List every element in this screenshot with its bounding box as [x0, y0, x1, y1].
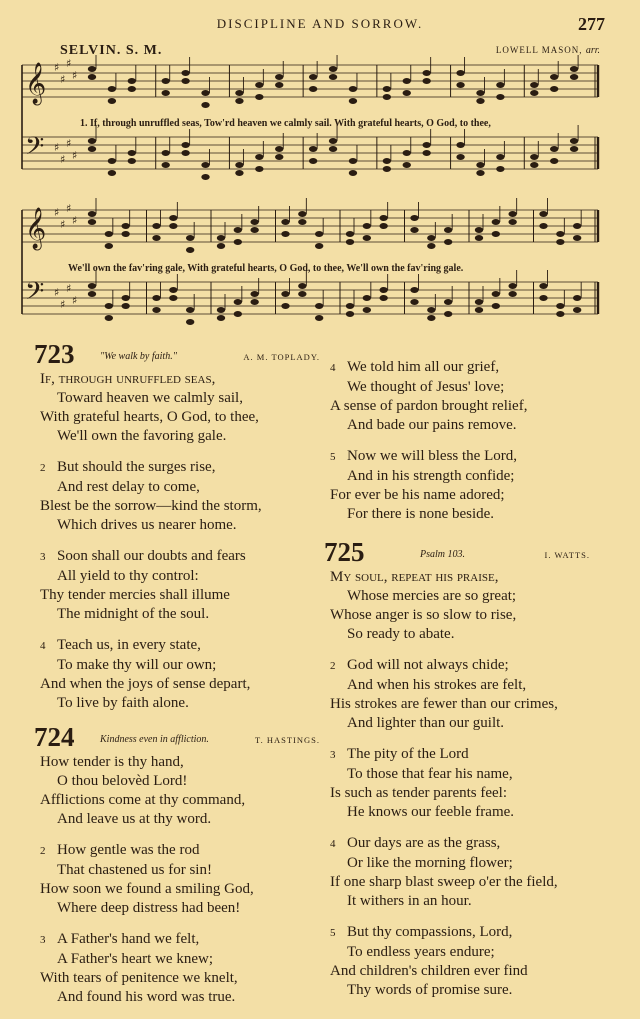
stanza-number: 4: [330, 838, 336, 850]
stanza-number: 3: [40, 551, 46, 563]
verse-line: If one sharp blast sweep o'er the field,: [330, 874, 558, 890]
verse-line: [40, 636, 320, 656]
verse-line: To make thy will our own;: [57, 657, 217, 673]
verse-line: Thy tender mercies shall illume: [40, 587, 230, 603]
hymn-724: [34, 721, 320, 1007]
left-column: [34, 338, 320, 1019]
verse-line: To endless years endure;: [347, 944, 495, 960]
hymn-subtitle: "We walk by faith.": [100, 351, 177, 362]
verse-text: A Father's hand we felt,: [57, 931, 200, 947]
verse-line: [40, 547, 320, 567]
hymn-subtitle: Psalm 103.: [420, 549, 465, 560]
verse-line: So ready to abate.: [347, 626, 455, 642]
stanza: [40, 370, 320, 446]
hymn-723: [34, 338, 320, 713]
verse-line: My soul, repeat his praise,: [330, 569, 499, 585]
verse-line: We'll own the favoring gale.: [57, 428, 227, 444]
svg-text:𝄞: 𝄞: [25, 208, 47, 249]
stanza-number: 4: [40, 640, 46, 652]
svg-text:♯: ♯: [54, 286, 60, 299]
svg-text:𝄢: 𝄢: [25, 277, 45, 312]
verse-line: Toward heaven we calmly sail,: [57, 390, 243, 406]
verse-line: Whose mercies are so great;: [347, 588, 517, 604]
verse-text: Teach us, in every state,: [57, 637, 201, 653]
verse-line: [330, 358, 610, 378]
verse-line: [330, 923, 610, 943]
hymn-number: 724: [34, 722, 75, 752]
verse-line: Afflictions come at thy command,: [40, 792, 246, 808]
verse-text: But should the surges rise,: [57, 459, 216, 475]
verse-line: How tender is thy hand,: [40, 754, 184, 770]
stanza-number: 2: [40, 462, 46, 474]
verse-text: God will not always chide;: [347, 657, 509, 673]
stanza-number: 5: [330, 927, 336, 939]
verse-line: And in his strength confide;: [347, 468, 515, 484]
stanza: [330, 358, 610, 435]
stanza: [40, 547, 320, 624]
verse-text: The pity of the Lord: [347, 746, 469, 762]
verse-line: How soon we found a smiling God,: [40, 881, 254, 897]
svg-text:♯: ♯: [60, 73, 66, 86]
hymn-number: 723: [34, 339, 75, 369]
svg-text:♯: ♯: [72, 214, 78, 227]
verse-line: If, through unruffled seas,: [40, 371, 216, 387]
verse-line: He knows our feeble frame.: [347, 804, 515, 820]
running-title: DISCIPLINE AND SORROW.: [216, 16, 424, 31]
verse-text: Our days are as the grass,: [347, 835, 501, 851]
verse-line: [330, 834, 610, 854]
verse-line: To live by faith alone.: [57, 695, 189, 711]
stanza-number: 3: [40, 934, 46, 946]
verse-line: And bade our pains remove.: [347, 417, 517, 433]
stanza-number: 2: [40, 845, 46, 857]
verse-line: For there is none beside.: [347, 506, 495, 522]
verse-line: [330, 447, 610, 467]
music-score: [0, 55, 640, 345]
svg-text:♯: ♯: [72, 294, 78, 307]
tune-name: SELVIN. S. M.: [60, 43, 163, 58]
verse-line: Whose anger is so slow to rise,: [330, 607, 517, 623]
stanza: [40, 930, 320, 1007]
verse-line: Which drives us nearer home.: [57, 517, 237, 533]
stanza: [330, 447, 610, 524]
verse-line: To those that fear his name,: [347, 766, 513, 782]
verse-line: And when the joys of sense depart,: [40, 676, 251, 692]
verse-line: With grateful hearts, O God, to thee,: [40, 409, 259, 425]
svg-text:♯: ♯: [60, 218, 66, 231]
verse-text: But thy compassions, Lord,: [347, 924, 513, 940]
verse-line: The midnight of the soul.: [57, 606, 210, 622]
stanza: [40, 753, 320, 829]
tune-lyric-line-1: 1. If, through unruffled seas, Tow'rd heaven we calmly sail. With grateful hearts, O God, to thee,: [80, 118, 491, 129]
svg-text:𝄞: 𝄞: [25, 63, 47, 104]
verse-text: Now we will bless the Lord,: [347, 448, 517, 464]
svg-text:𝄢: 𝄢: [25, 132, 45, 167]
stanza-number: 3: [330, 749, 336, 761]
music-system-2: [22, 198, 598, 325]
stanza: [330, 568, 610, 644]
stanza: [330, 834, 610, 911]
svg-text:♯: ♯: [54, 206, 60, 219]
hymn-author: T. HASTINGS.: [255, 735, 320, 745]
verse-line: Thy words of promise sure.: [347, 982, 513, 998]
verse-line: For ever be his name adored;: [330, 487, 505, 503]
verse-line: With tears of penitence we knelt,: [40, 970, 238, 986]
verse-line: Where deep distress had been!: [57, 900, 241, 916]
hymn-number: 725: [324, 537, 365, 567]
svg-text:♯: ♯: [60, 153, 66, 166]
svg-text:♯: ♯: [60, 298, 66, 311]
verse-text: We told him all our grief,: [347, 359, 500, 375]
stanza-number: 4: [330, 362, 336, 374]
tune-composer: LOWELL MASON, arr.: [495, 45, 600, 56]
verse-line: All yield to thy control:: [57, 568, 199, 584]
verse-line: That chastened us for sin!: [57, 862, 212, 878]
tune-lyric-line-2: We'll own the fav'ring gale, With grateful hearts, O God, to thee, We'll own the fav'ring gale.: [68, 263, 464, 274]
svg-text:♯: ♯: [72, 69, 78, 82]
stanza: [330, 923, 610, 1000]
svg-text:♯: ♯: [66, 57, 72, 70]
verse-text: How gentle was the rod: [57, 842, 200, 858]
page-number: 277: [578, 14, 605, 34]
verse-line: Is such as tender parents feel:: [330, 785, 508, 801]
verse-line: And leave us at thy word.: [57, 811, 212, 827]
verse-line: We thought of Jesus' love;: [347, 379, 505, 395]
svg-text:♯: ♯: [66, 202, 72, 215]
verse-line: And found his word was true.: [57, 989, 236, 1005]
stanza: [40, 636, 320, 713]
verse-line: [330, 745, 610, 765]
verse-line: A Father's heart we knew;: [57, 951, 213, 967]
verse-line: And rest delay to come,: [57, 479, 200, 495]
hymn-subtitle: Kindness even in affliction.: [100, 734, 209, 745]
stanza-number: 2: [330, 660, 336, 672]
stanza: [40, 458, 320, 535]
verse-line: [330, 656, 610, 676]
verse-line: [40, 930, 320, 950]
svg-text:♯: ♯: [66, 137, 72, 150]
svg-text:♯: ♯: [54, 61, 60, 74]
svg-text:♯: ♯: [54, 141, 60, 154]
verse-line: [40, 458, 320, 478]
verse-line: And lighter than our guilt.: [347, 715, 505, 731]
verse-line: [40, 841, 320, 861]
stanza: [330, 745, 610, 822]
hymn-author: A. M. TOPLADY.: [243, 352, 320, 362]
verse-line: Blest be the sorrow—kind the storm,: [40, 498, 262, 514]
verse-line: And when his strokes are felt,: [347, 677, 527, 693]
svg-text:♯: ♯: [66, 282, 72, 295]
right-column: [324, 358, 610, 1012]
svg-text:♯: ♯: [72, 149, 78, 162]
hymn-author: I. WATTS.: [544, 550, 590, 560]
stanza-number: 5: [330, 451, 336, 463]
verse-text: Soon shall our doubts and fears: [57, 548, 246, 564]
verse-line: It withers in an hour.: [347, 893, 472, 909]
hymn-725: [324, 536, 610, 1000]
verse-line: A sense of pardon brought relief,: [330, 398, 528, 414]
verse-line: O thou belovèd Lord!: [57, 773, 188, 789]
stanza: [40, 841, 320, 918]
stanza: [330, 656, 610, 733]
verse-line: And children's children ever find: [330, 963, 528, 979]
verse-line: His strokes are fewer than our crimes,: [330, 696, 558, 712]
verse-line: Or like the morning flower;: [347, 855, 513, 871]
